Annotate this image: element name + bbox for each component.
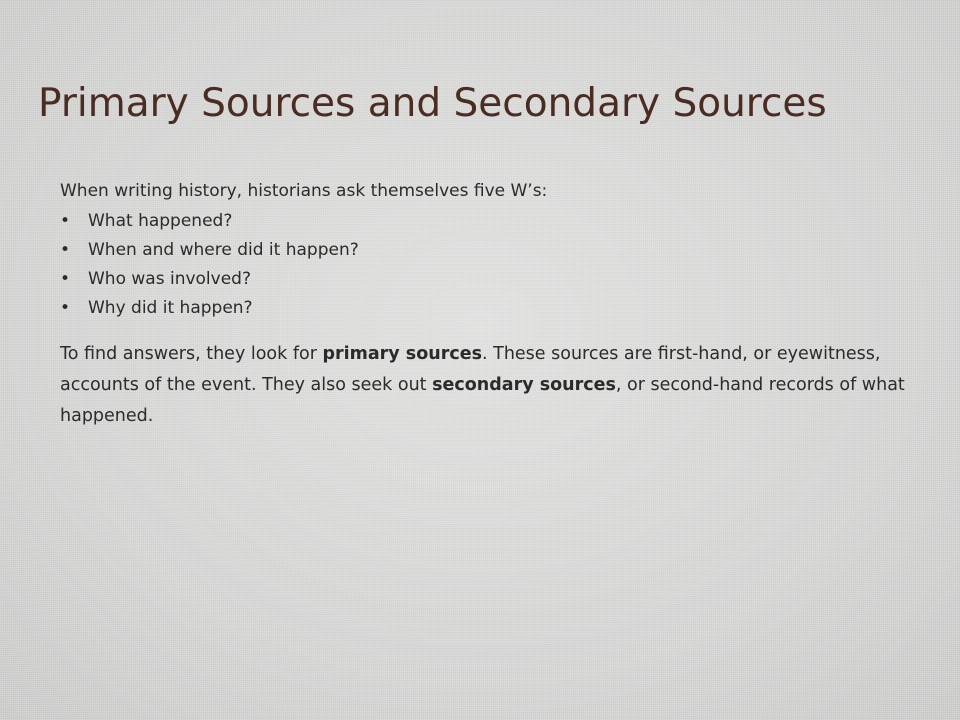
sources-paragraph bbox=[60, 339, 920, 432]
list-item-label: Why did it happen? bbox=[88, 298, 253, 318]
bullet-icon: • bbox=[60, 298, 71, 318]
term-secondary-sources: secondary sources bbox=[432, 375, 616, 395]
term-primary-sources: primary sources bbox=[322, 344, 482, 364]
list-item-label: When and where did it happen? bbox=[88, 240, 359, 260]
list-item-label: What happened? bbox=[88, 211, 233, 231]
list-item bbox=[60, 294, 920, 323]
list-item bbox=[60, 207, 920, 236]
bullet-icon: • bbox=[60, 269, 71, 289]
list-item bbox=[60, 265, 920, 294]
paragraph-text: . These sources are first-hand, or eyewitness, accounts of the event. They also seek out bbox=[60, 344, 881, 395]
list-item bbox=[60, 236, 920, 265]
bullet-icon: • bbox=[60, 211, 71, 231]
slide-body bbox=[60, 176, 920, 432]
paragraph-text: To find answers, they look for bbox=[60, 344, 323, 364]
bullet-icon: • bbox=[60, 240, 71, 260]
slide-title: Primary Sources and Secondary Sources bbox=[38, 81, 827, 126]
five-ws-list bbox=[60, 207, 920, 323]
intro-text: When writing history, historians ask themselves five W’s: bbox=[60, 181, 548, 201]
paragraph-text: , or second-hand records of what happened. bbox=[60, 375, 905, 426]
list-item-label: Who was involved? bbox=[88, 269, 251, 289]
